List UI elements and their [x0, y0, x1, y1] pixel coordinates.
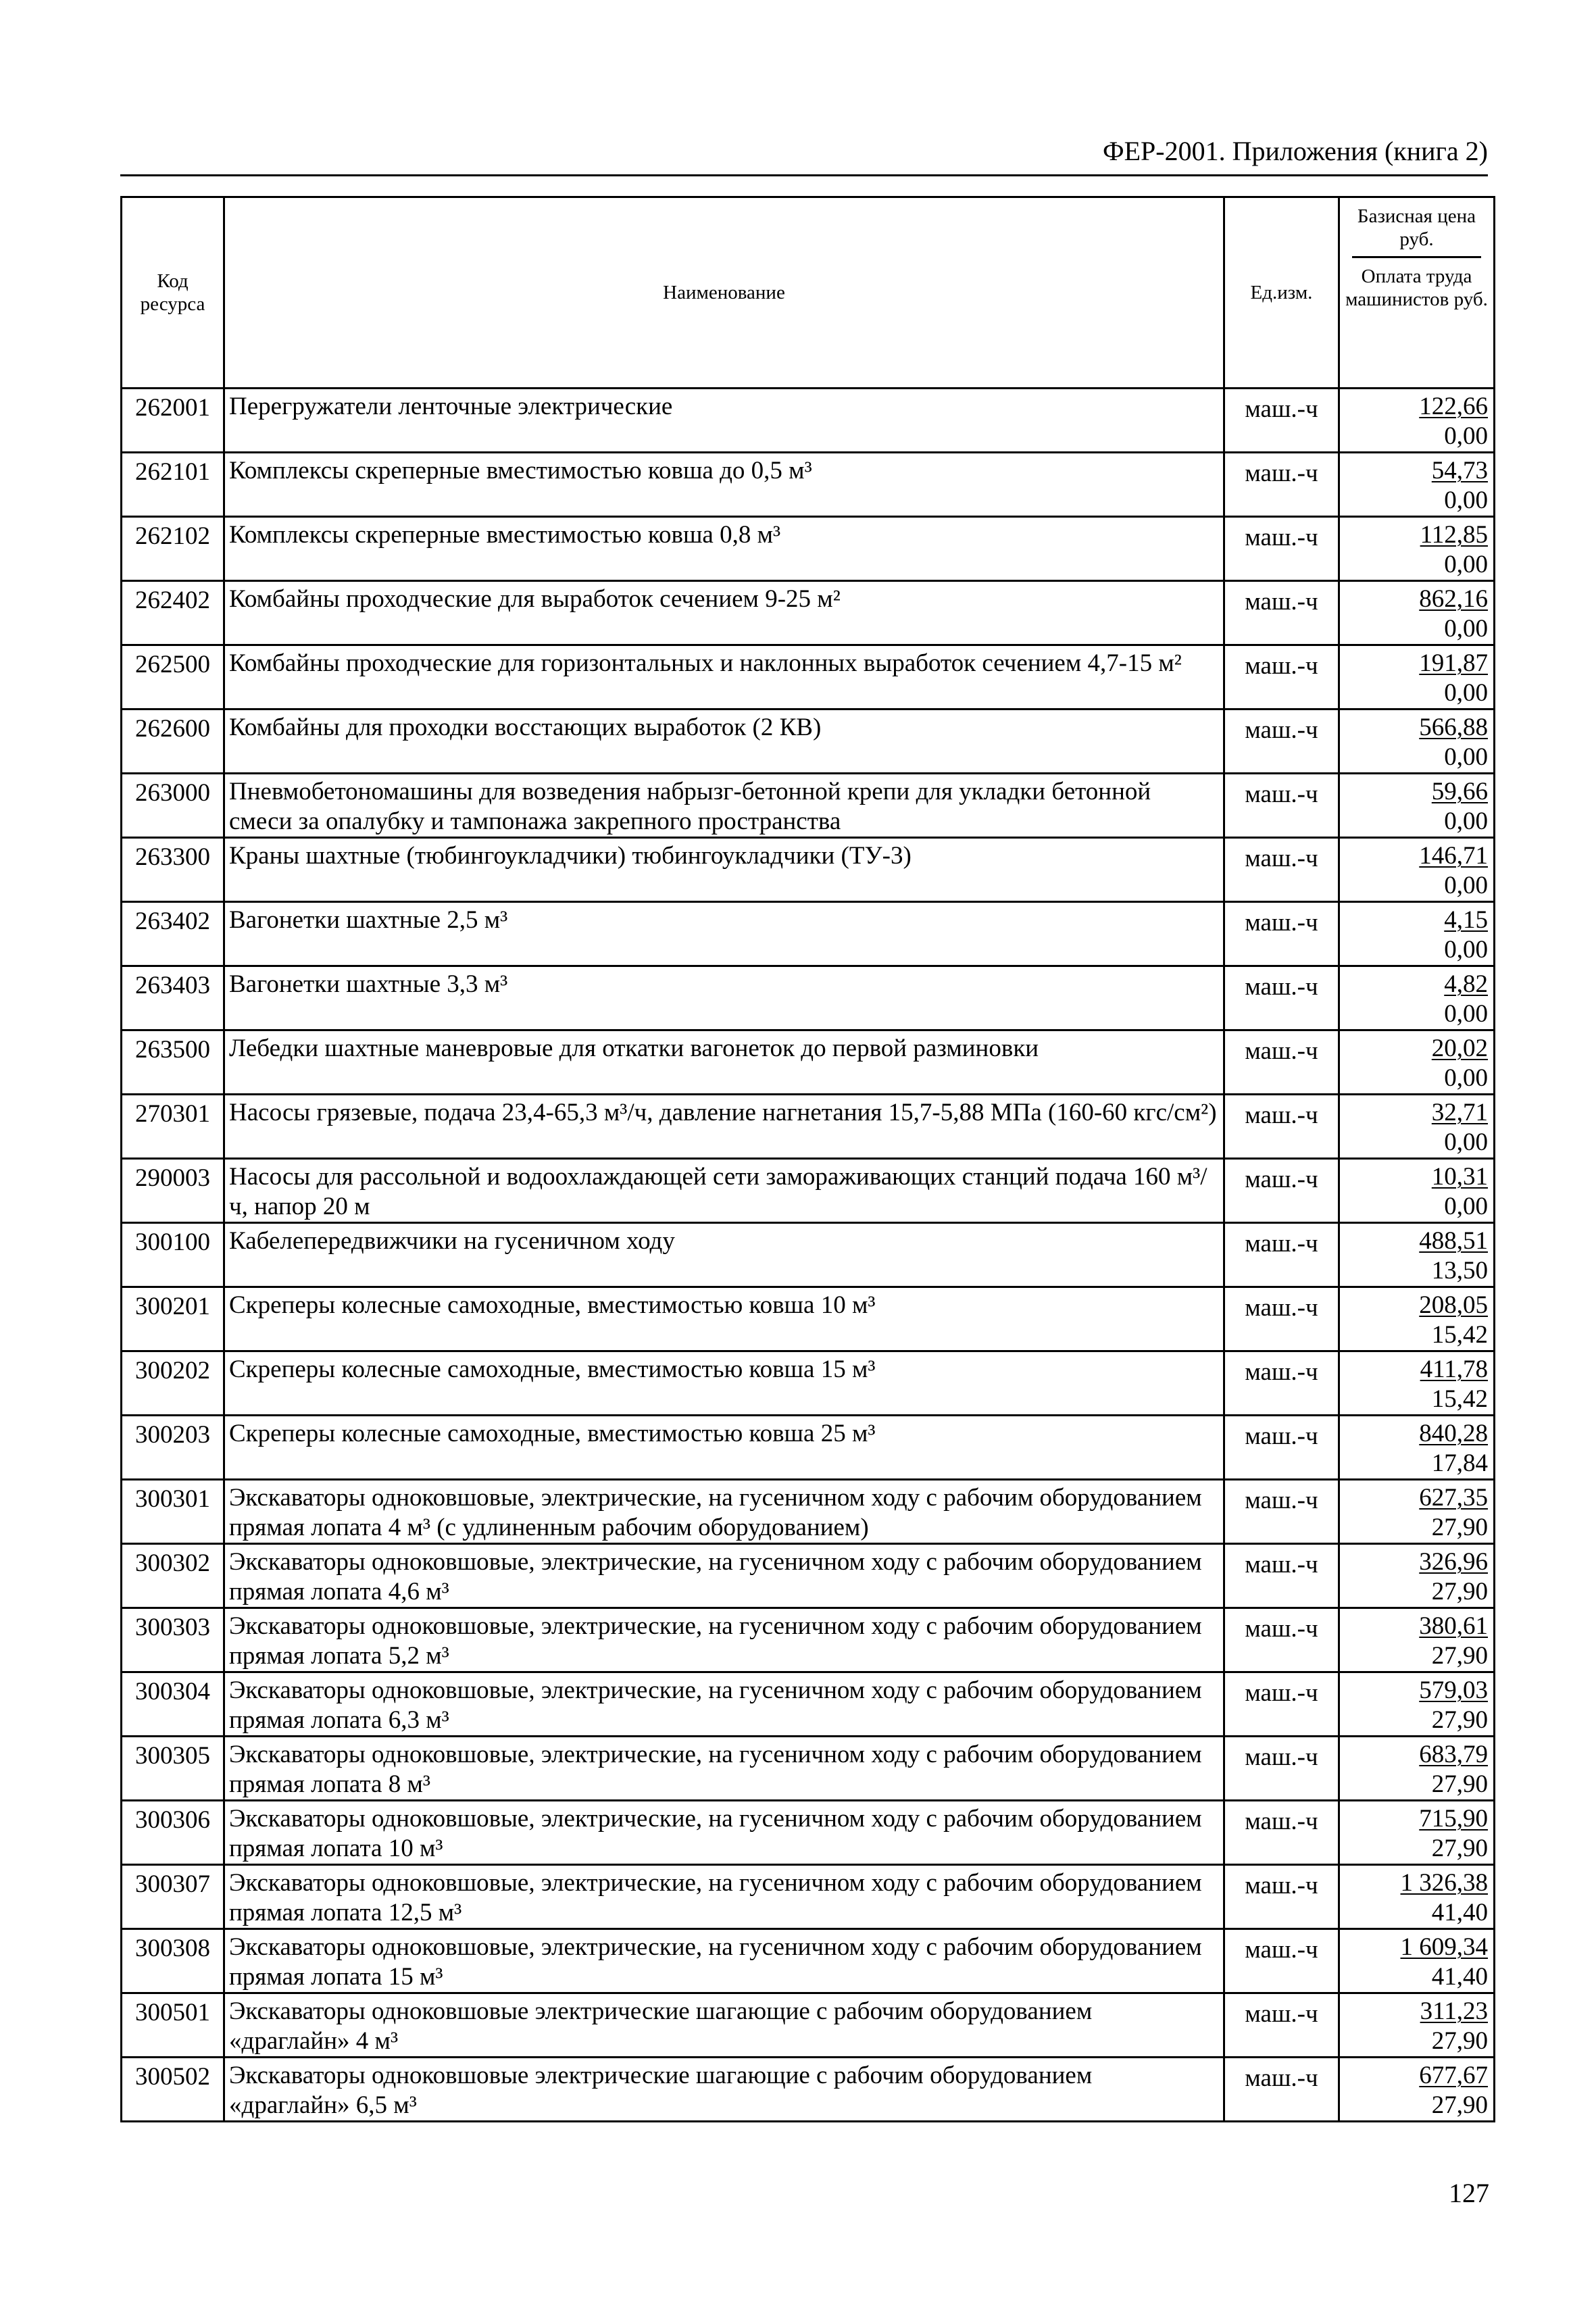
resource-name: Экскаваторы одноковшовые, электрические, на гусеничном ходу с рабочим оборудованием прямая лопата 15 м³ — [224, 1929, 1224, 1993]
resource-code: 262600 — [122, 710, 224, 774]
table-row — [122, 1351, 1495, 1416]
resource-name: Экскаваторы одноковшовые, электрические, на гусеничном ходу с рабочим оборудованием прямая лопата 6,3 м³ — [224, 1672, 1224, 1737]
price-cell — [1339, 838, 1495, 902]
labor-pay: 0,00 — [1444, 872, 1488, 899]
labor-pay: 27,90 — [1431, 1835, 1488, 1862]
resource-name: Экскаваторы одноковшовые, электрические, на гусеничном ходу с рабочим оборудованием прямая лопата 5,2 м³ — [224, 1608, 1224, 1672]
base-price: 208,05 — [1419, 1291, 1488, 1319]
price-cell — [1339, 1929, 1495, 1993]
resource-name: Скреперы колесные самоходные, вместимостью ковша 15 м³ — [224, 1351, 1224, 1416]
base-price: 627,35 — [1419, 1484, 1488, 1512]
resource-name: Кабелепередвижчики на гусеничном ходу — [224, 1223, 1224, 1287]
price-cell — [1339, 902, 1495, 966]
resource-name: Комплексы скреперные вместимостью ковша 0,8 м³ — [224, 517, 1224, 581]
price-cell — [1339, 1159, 1495, 1223]
resource-unit: маш.-ч — [1224, 1737, 1339, 1801]
resource-code: 270301 — [122, 1095, 224, 1159]
table-row — [122, 1480, 1495, 1544]
labor-pay: 0,00 — [1444, 1000, 1488, 1028]
table-row — [122, 838, 1495, 902]
resource-code: 300308 — [122, 1929, 224, 1993]
resource-name: Лебедки шахтные маневровые для откатки вагонеток до первой разминовки — [224, 1030, 1224, 1095]
header-divider — [120, 174, 1488, 176]
labor-pay: 0,00 — [1444, 936, 1488, 964]
table-row — [122, 517, 1495, 581]
resource-unit: маш.-ч — [1224, 838, 1339, 902]
resource-name: Экскаваторы одноковшовые электрические шагающие с рабочим оборудованием «драглайн» 6,5 м³ — [224, 2058, 1224, 2122]
labor-pay: 27,90 — [1431, 1578, 1488, 1605]
column-header-code: Код ресурса — [122, 197, 224, 389]
table-row — [122, 453, 1495, 517]
base-price: 4,82 — [1444, 970, 1488, 998]
resource-unit: маш.-ч — [1224, 453, 1339, 517]
resource-code: 262001 — [122, 389, 224, 453]
resource-name: Комплексы скреперные вместимостью ковша до 0,5 м³ — [224, 453, 1224, 517]
price-cell — [1339, 581, 1495, 645]
resource-code: 262101 — [122, 453, 224, 517]
resource-unit: маш.-ч — [1224, 966, 1339, 1030]
labor-pay: 27,90 — [1431, 2091, 1488, 2119]
resource-code: 300502 — [122, 2058, 224, 2122]
resource-name: Скреперы колесные самоходные, вместимостью ковша 10 м³ — [224, 1287, 1224, 1351]
price-cell — [1339, 710, 1495, 774]
price-cell — [1339, 1480, 1495, 1544]
price-cell — [1339, 517, 1495, 581]
resource-unit: маш.-ч — [1224, 1416, 1339, 1480]
resource-name: Комбайны проходческие для горизонтальных и наклонных выработок сечением 4,7-15 м² — [224, 645, 1224, 710]
table-row — [122, 1737, 1495, 1801]
labor-pay: 0,00 — [1444, 1064, 1488, 1092]
resource-name: Перегружатели ленточные электрические — [224, 389, 1224, 453]
resource-name: Экскаваторы одноковшовые, электрические, на гусеничном ходу с рабочим оборудованием прямая лопата 10 м³ — [224, 1801, 1224, 1865]
base-price: 122,66 — [1419, 393, 1488, 420]
table-row — [122, 581, 1495, 645]
labor-pay: 27,90 — [1431, 2027, 1488, 2055]
table-row — [122, 1801, 1495, 1865]
resource-name: Экскаваторы одноковшовые, электрические, на гусеничном ходу с рабочим оборудованием прямая лопата 4 м³ (с удлиненным рабочим оборудованием) — [224, 1480, 1224, 1544]
table-row — [122, 1672, 1495, 1737]
labor-pay: 0,00 — [1444, 422, 1488, 450]
base-price: 112,85 — [1420, 521, 1488, 549]
labor-pay: 0,00 — [1444, 487, 1488, 514]
resource-code: 262500 — [122, 645, 224, 710]
price-cell — [1339, 1223, 1495, 1287]
base-price: 1 609,34 — [1400, 1933, 1488, 1961]
labor-pay: 0,00 — [1444, 1128, 1488, 1156]
resource-unit: маш.-ч — [1224, 710, 1339, 774]
table-row — [122, 1159, 1495, 1223]
table-header-row — [122, 197, 1495, 389]
price-cell — [1339, 2058, 1495, 2122]
resource-code: 263300 — [122, 838, 224, 902]
table-row — [122, 1095, 1495, 1159]
base-price: 566,88 — [1419, 714, 1488, 741]
resource-name: Насосы для рассольной и водоохлаждающей сети замораживающих станций подача 160 м³/ч, напор 20 м — [224, 1159, 1224, 1223]
labor-pay: 41,40 — [1431, 1899, 1488, 1926]
column-header-labor-pay: Оплата труда машинистов руб. — [1345, 266, 1488, 310]
base-price: 1 326,38 — [1400, 1869, 1488, 1897]
price-cell — [1339, 1737, 1495, 1801]
labor-pay: 13,50 — [1431, 1257, 1488, 1285]
resource-code: 300307 — [122, 1865, 224, 1929]
labor-pay: 0,00 — [1444, 807, 1488, 835]
price-cell — [1339, 1865, 1495, 1929]
resource-unit: маш.-ч — [1224, 1287, 1339, 1351]
price-cell — [1339, 1544, 1495, 1608]
table-row — [122, 389, 1495, 453]
labor-pay: 27,90 — [1431, 1706, 1488, 1734]
resource-name: Экскаваторы одноковшовые, электрические, на гусеничном ходу с рабочим оборудованием прямая лопата 8 м³ — [224, 1737, 1224, 1801]
labor-pay: 15,42 — [1431, 1321, 1488, 1349]
resource-code: 300302 — [122, 1544, 224, 1608]
resource-unit: маш.-ч — [1224, 1159, 1339, 1223]
table-row — [122, 774, 1495, 838]
resource-code: 300501 — [122, 1993, 224, 2058]
price-cell — [1339, 774, 1495, 838]
resource-code: 263402 — [122, 902, 224, 966]
resource-name: Пневмобетономашины для возведения набрызг-бетонной крепи для укладки бетонной смеси за опалубку и тампонажа закрепного пространства — [224, 774, 1224, 838]
resource-name: Краны шахтные (тюбингоукладчики) тюбингоукладчики (ТУ-3) — [224, 838, 1224, 902]
resource-name: Экскаваторы одноковшовые, электрические, на гусеничном ходу с рабочим оборудованием прямая лопата 4,6 м³ — [224, 1544, 1224, 1608]
price-cell — [1339, 1095, 1495, 1159]
price-cell — [1339, 389, 1495, 453]
base-price: 683,79 — [1419, 1741, 1488, 1768]
base-price: 326,96 — [1419, 1548, 1488, 1576]
table-row — [122, 710, 1495, 774]
base-price: 10,31 — [1431, 1163, 1488, 1191]
base-price: 59,66 — [1431, 778, 1488, 805]
price-cell — [1339, 1287, 1495, 1351]
price-cell — [1339, 1672, 1495, 1737]
resource-unit: маш.-ч — [1224, 1929, 1339, 1993]
resource-code: 300203 — [122, 1416, 224, 1480]
base-price: 380,61 — [1419, 1612, 1488, 1640]
price-cell — [1339, 1801, 1495, 1865]
base-price: 311,23 — [1420, 1997, 1488, 2025]
labor-pay: 17,84 — [1431, 1449, 1488, 1477]
price-cell — [1339, 1030, 1495, 1095]
price-cell — [1339, 966, 1495, 1030]
resource-unit: маш.-ч — [1224, 1672, 1339, 1737]
price-cell — [1339, 453, 1495, 517]
labor-pay: 15,42 — [1431, 1385, 1488, 1413]
resource-unit: маш.-ч — [1224, 1865, 1339, 1929]
resource-name: Экскаваторы одноковшовые, электрические, на гусеничном ходу с рабочим оборудованием прямая лопата 12,5 м³ — [224, 1865, 1224, 1929]
table-row — [122, 1929, 1495, 1993]
resource-unit: маш.-ч — [1224, 774, 1339, 838]
resource-code: 300301 — [122, 1480, 224, 1544]
resource-code: 300304 — [122, 1672, 224, 1737]
resource-unit: маш.-ч — [1224, 1030, 1339, 1095]
resource-name: Вагонетки шахтные 3,3 м³ — [224, 966, 1224, 1030]
column-header-name: Наименование — [224, 197, 1224, 389]
page-number: 127 — [1449, 2178, 1489, 2208]
resource-unit: маш.-ч — [1224, 389, 1339, 453]
resource-unit: маш.-ч — [1224, 517, 1339, 581]
resource-code: 300306 — [122, 1801, 224, 1865]
base-price: 840,28 — [1419, 1420, 1488, 1447]
resource-name: Насосы грязевые, подача 23,4-65,3 м³/ч, давление нагнетания 15,7-5,88 МПа (160-60 кгс/см²) — [224, 1095, 1224, 1159]
base-price: 20,02 — [1431, 1035, 1488, 1062]
resource-code: 300201 — [122, 1287, 224, 1351]
resource-code: 263000 — [122, 774, 224, 838]
resource-unit: маш.-ч — [1224, 1223, 1339, 1287]
base-price: 715,90 — [1419, 1805, 1488, 1833]
resource-code: 300202 — [122, 1351, 224, 1416]
price-cell — [1339, 1351, 1495, 1416]
base-price: 146,71 — [1419, 842, 1488, 870]
labor-pay: 0,00 — [1444, 615, 1488, 643]
base-price: 677,67 — [1419, 2062, 1488, 2089]
table-row — [122, 902, 1495, 966]
resource-unit: маш.-ч — [1224, 1480, 1339, 1544]
resource-name: Экскаваторы одноковшовые электрические шагающие с рабочим оборудованием «драглайн» 4 м³ — [224, 1993, 1224, 2058]
page-header-title: ФЕР-2001. Приложения (книга 2) — [1103, 136, 1488, 166]
labor-pay: 27,90 — [1431, 1770, 1488, 1798]
resource-unit: маш.-ч — [1224, 581, 1339, 645]
table-row — [122, 1416, 1495, 1480]
labor-pay: 27,90 — [1431, 1642, 1488, 1670]
base-price: 862,16 — [1419, 585, 1488, 613]
table-row — [122, 2058, 1495, 2122]
price-cell — [1339, 1416, 1495, 1480]
table-row — [122, 1608, 1495, 1672]
labor-pay: 27,90 — [1431, 1514, 1488, 1541]
resource-unit: маш.-ч — [1224, 1608, 1339, 1672]
resource-code: 263403 — [122, 966, 224, 1030]
resource-name: Вагонетки шахтные 2,5 м³ — [224, 902, 1224, 966]
labor-pay: 0,00 — [1444, 1193, 1488, 1220]
resource-unit: маш.-ч — [1224, 902, 1339, 966]
resource-unit: маш.-ч — [1224, 1544, 1339, 1608]
column-header-base-price: Базисная цена руб. — [1352, 205, 1481, 258]
resource-unit: маш.-ч — [1224, 645, 1339, 710]
resource-unit: маш.-ч — [1224, 2058, 1339, 2122]
price-cell — [1339, 1608, 1495, 1672]
labor-pay: 0,00 — [1444, 679, 1488, 707]
resource-code: 262102 — [122, 517, 224, 581]
resource-code: 263500 — [122, 1030, 224, 1095]
labor-pay: 0,00 — [1444, 551, 1488, 578]
price-cell — [1339, 645, 1495, 710]
table-row — [122, 1544, 1495, 1608]
base-price: 32,71 — [1431, 1099, 1488, 1126]
resource-table — [120, 196, 1495, 2122]
base-price: 191,87 — [1419, 649, 1488, 677]
resource-code: 300305 — [122, 1737, 224, 1801]
resource-code: 262402 — [122, 581, 224, 645]
base-price: 411,78 — [1420, 1355, 1488, 1383]
resource-code: 300100 — [122, 1223, 224, 1287]
table-row — [122, 1993, 1495, 2058]
table-row — [122, 966, 1495, 1030]
price-cell — [1339, 1993, 1495, 2058]
base-price: 579,03 — [1419, 1676, 1488, 1704]
resource-name: Комбайны проходческие для выработок сечением 9-25 м² — [224, 581, 1224, 645]
resource-unit: маш.-ч — [1224, 1351, 1339, 1416]
resource-name: Комбайны для проходки восстающих выработок (2 КВ) — [224, 710, 1224, 774]
resource-unit: маш.-ч — [1224, 1095, 1339, 1159]
table-row — [122, 645, 1495, 710]
resource-unit: маш.-ч — [1224, 1801, 1339, 1865]
column-header-price — [1339, 197, 1495, 389]
resource-name: Скреперы колесные самоходные, вместимостью ковша 25 м³ — [224, 1416, 1224, 1480]
labor-pay: 41,40 — [1431, 1963, 1488, 1991]
base-price: 488,51 — [1419, 1227, 1488, 1255]
column-header-unit: Ед.изм. — [1224, 197, 1339, 389]
table-row — [122, 1223, 1495, 1287]
resource-code: 290003 — [122, 1159, 224, 1223]
base-price: 4,15 — [1444, 906, 1488, 934]
table-row — [122, 1865, 1495, 1929]
base-price: 54,73 — [1431, 457, 1488, 484]
table-row — [122, 1030, 1495, 1095]
resource-unit: маш.-ч — [1224, 1993, 1339, 2058]
resource-code: 300303 — [122, 1608, 224, 1672]
table-row — [122, 1287, 1495, 1351]
labor-pay: 0,00 — [1444, 743, 1488, 771]
